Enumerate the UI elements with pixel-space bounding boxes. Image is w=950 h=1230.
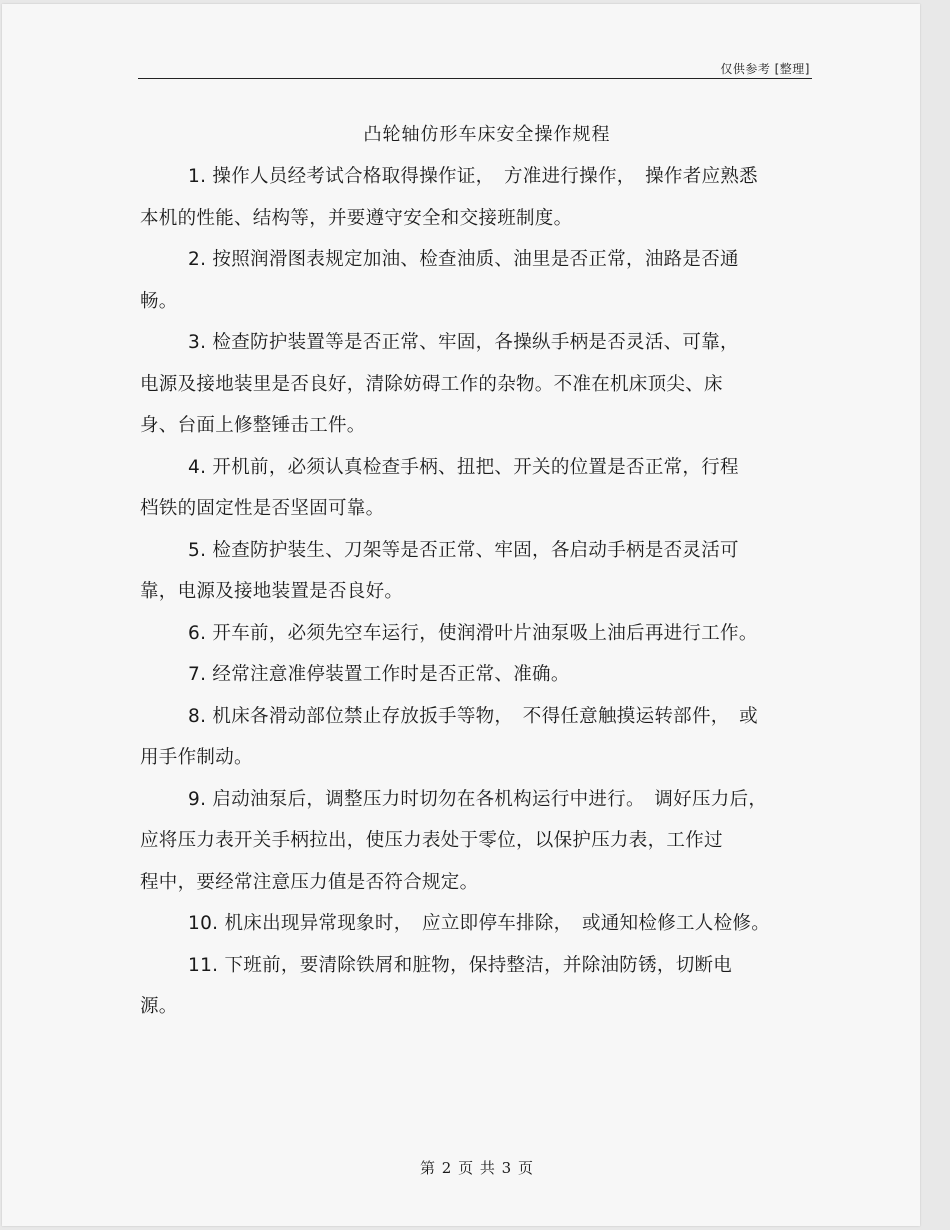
document-title: 凸轮轴仿形车床安全操作规程 [363,124,611,145]
paragraph-line: 源。 [140,996,178,1017]
paragraph-first-line: 9. 启动油泵后，调整压力时切勿在各机构运行中进行。 调好压力后， [188,788,768,810]
paragraph-first-line: 4. 开机前，必须认真检查手柄、扭把、开关的位置是否正常，行程 [188,456,739,478]
paragraph-first-line: 10. 机床出现异常现象时， 应立即停车排除， 或通知检修工人检修。 [188,913,771,934]
header-note: 仅供参考 [整理] [720,62,810,76]
paragraph-first-line: 11. 下班前，要清除铁屑和脏物，保持整洁，并除油防锈，切断电 [188,954,733,976]
header-rule [138,78,812,79]
paragraph-line: 应将压力表开关手柄拉出，使压力表处于零位，以保护压力表，工作过 [140,830,723,851]
paragraph-first-line: 6. 开车前，必须先空车运行，使润滑叶片油泵吸上油后再进行工作。 [188,622,758,644]
document-body [140,160,816,1032]
paragraph-first-line: 1. 操作人员经考试合格取得操作证， 方准进行操作， 操作者应熟悉 [188,166,758,187]
paragraph-first-line: 5. 检查防护装生、刀架等是否正常、牢固，各启动手柄是否灵活可 [188,539,739,561]
paragraph-line: 档铁的固定性是否坚固可靠。 [140,498,385,519]
paragraph-first-line: 3. 检查防护装置等是否正常、牢固，各操纵手柄是否灵活、可靠， [188,332,739,353]
paragraph-line: 用手作制动。 [140,747,253,768]
paragraph-line: 本机的性能、结构等，并要遵守安全和交接班制度。 [140,207,573,229]
paragraph-line: 电源及接地装里是否良好，清除妨碍工作的杂物。不准在机床顶尖、床 [140,373,723,395]
page-footer: 第 2 页 共 3 页 [420,1159,534,1177]
paragraph-line: 程中，要经常注意压力值是否符合规定。 [140,871,479,893]
paragraph-line: 畅。 [140,290,178,312]
paragraph-line: 靠，电源及接地装置是否良好。 [140,581,404,602]
paragraph-first-line: 7. 经常注意准停装置工作时是否正常、准确。 [188,664,570,685]
paragraph-first-line: 2. 按照润滑图表规定加油、检查油质、油里是否正常，油路是否通 [188,249,739,270]
document-page [2,4,920,1226]
paragraph-line: 身、台面上修整锤击工件。 [140,415,366,436]
paragraph-first-line: 8. 机床各滑动部位禁止存放扳手等物， 不得任意触摸运转部件， 或 [188,705,758,727]
